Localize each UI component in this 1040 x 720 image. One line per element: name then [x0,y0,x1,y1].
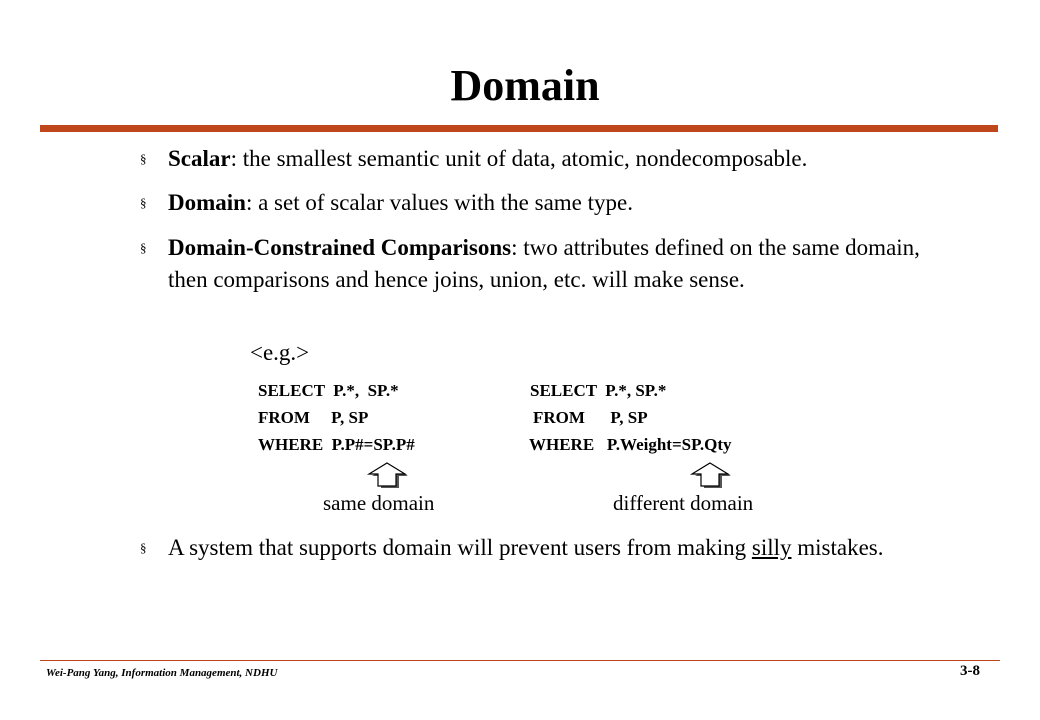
bullet-domain [168,187,938,219]
sql-select-line: SELECT P.*, SP.* [530,381,667,400]
footer-divider [40,660,1000,661]
bullet-body: : two attributes defined on the same domain, then comparisons and hence joins, union, etc. will make sense. [168,235,920,292]
emphasis-silly: silly [751,535,792,560]
bullet-body: : the smallest semantic unit of data, atomic, nondecomposable. [230,146,808,171]
bullet-term: Scalar [168,146,231,171]
bullet-term: Domain [168,190,246,215]
bullet-marker: § [140,540,147,555]
slide-title: Domain [450,61,600,110]
example-label: <e.g.> [250,340,310,365]
sql-select-line: SELECT P.*, SP.* [258,381,399,400]
page-number: 3-8 [960,663,980,679]
sql-where-line: WHERE P.Weight=SP.Qty [529,435,732,454]
bullet-body: : a set of scalar values with the same type. [245,190,633,215]
different-domain-note: different domain [613,491,754,515]
bullet-system-prevents [168,532,938,564]
bullet-term: Domain-Constrained Comparisons [168,235,512,260]
bullet-body-end: mistakes. [791,535,884,560]
up-arrow-icon [689,462,733,490]
footer-credit: Wei-Pang Yang, Information Management, NDHU [46,667,278,679]
same-domain-note: same domain [323,491,435,515]
title-divider [40,125,998,132]
bullet-body: A system that supports domain will prevent users from making [168,535,752,560]
sql-where-line: WHERE P.P#=SP.P# [258,435,415,454]
sql-from-line: FROM P, SP [533,408,648,427]
bullet-marker: § [140,240,147,255]
bullet-marker: § [140,195,147,210]
bullet-marker: § [140,151,147,166]
up-arrow-icon [366,462,410,490]
bullet-scalar [168,143,938,175]
bullet-domain-constrained [168,232,938,296]
sql-from-line: FROM P, SP [258,408,369,427]
